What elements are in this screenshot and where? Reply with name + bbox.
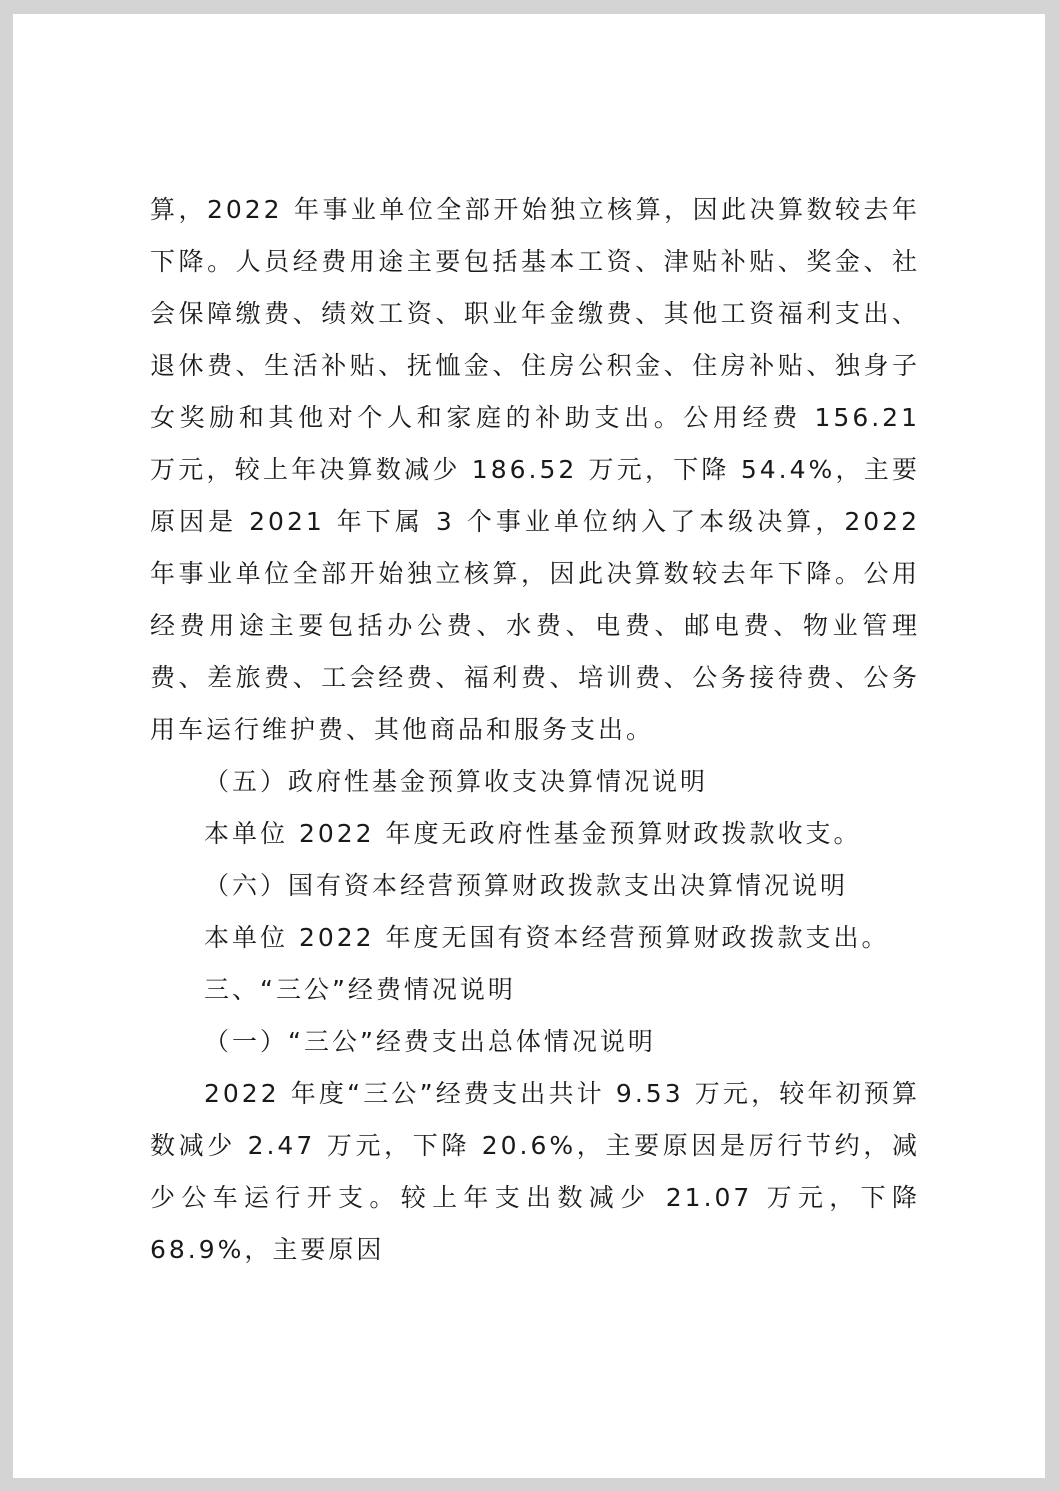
heading-state-capital-budget: （六）国有资本经营预算财政拨款支出决算情况说明 [204,871,849,900]
heading-government-fund-budget: （五）政府性基金预算收支决算情况说明 [204,767,709,796]
document-page [13,14,1045,1478]
paragraph-three-public-overall: 2022 年度“三公”经费支出共计 9.53 万元，较年初预算数减少 2.47 万元，下降 20.6%，主要原因是厉行节约，减少公车运行开支。较上年支出数减少 21.07 万元，下降 68.9%，主要原因 [150,1079,920,1264]
document-body [150,184,920,1276]
paragraph-personnel-public-expenses: 算，2022 年事业单位全部开始独立核算，因此决算数较去年下降。人员经费用途主要包括基本工资、津贴补贴、奖金、社会保障缴费、绩效工资、职业年金缴费、其他工资福利支出、退休费、生活补贴、抚恤金、住房公积金、住房补贴、独身子女奖励和其他对个人和家庭的补助支出。公用经费 156.21 万元，较上年决算数减少 186.52 万元，下降 54.4%，主要原因是 2021 年下属 3 个事业单位纳入了本级决算，2022 年事业单位全部开始独立核算，因此决算数较去年下降。公用经费用途主要包括办公费、水费、电费、邮电费、物业管理费、差旅费、工会经费、福利费、培训费、公务接待费、公务用车运行维护费、其他商品和服务支出。 [150,195,920,744]
heading-three-public-expenses: 三、“三公”经费情况说明 [204,975,516,1004]
paragraph-government-fund-budget: 本单位 2022 年度无政府性基金预算财政拨款收支。 [204,819,862,848]
paragraph-state-capital-budget: 本单位 2022 年度无国有资本经营预算财政拨款支出。 [204,923,890,952]
heading-three-public-overall: （一）“三公”经费支出总体情况说明 [204,1027,656,1056]
